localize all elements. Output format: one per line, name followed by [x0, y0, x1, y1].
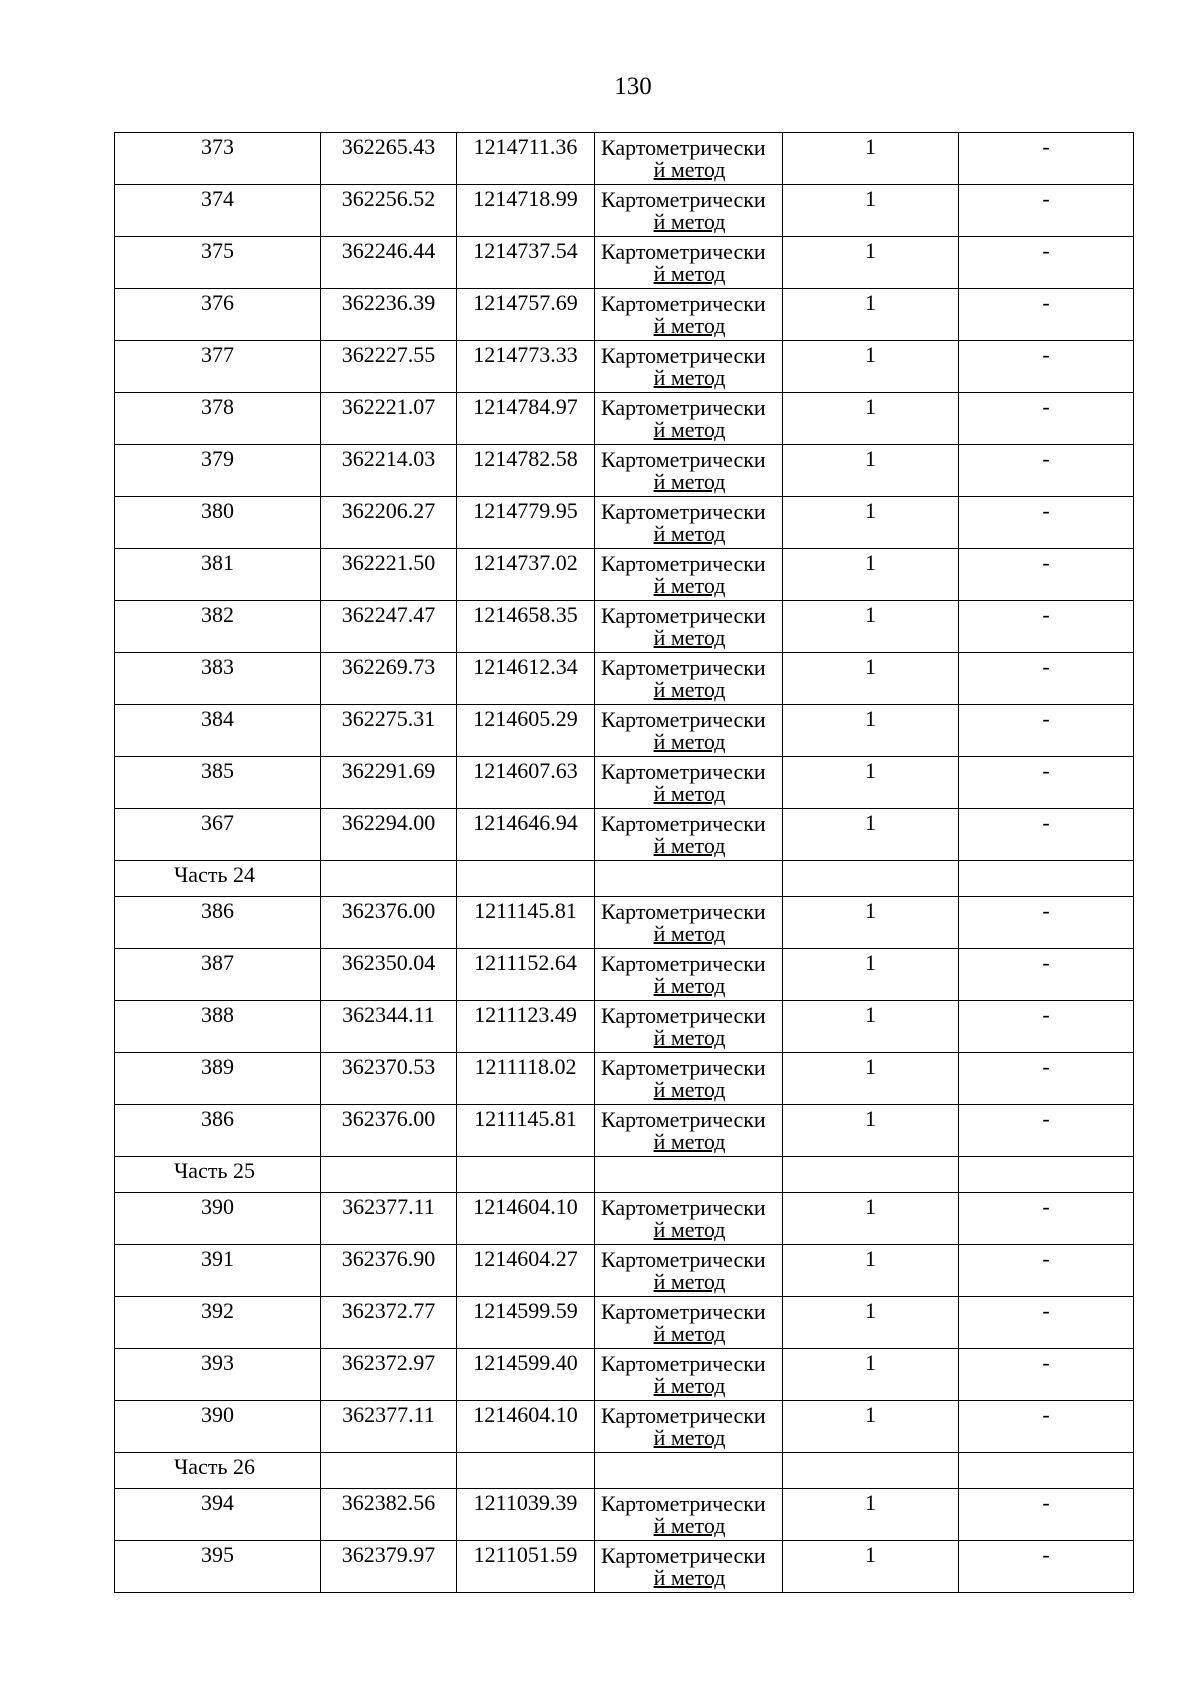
- table-row: [115, 341, 1134, 393]
- method-cell: [595, 1297, 783, 1349]
- empty-cell: [595, 1453, 783, 1489]
- accuracy-cell: 1: [783, 1245, 959, 1297]
- method-line-1: Картометрически: [601, 135, 766, 160]
- method-line-2: й метод: [653, 625, 726, 650]
- method-line-1: Картометрически: [601, 187, 766, 212]
- method-cell: [595, 705, 783, 757]
- table-row: [115, 133, 1134, 185]
- note-cell: -: [959, 1489, 1134, 1541]
- method-line-1: Картометрически: [601, 291, 766, 316]
- table-row: [115, 1489, 1134, 1541]
- y-coordinate-cell: 1214604.10: [457, 1401, 595, 1453]
- note-cell: -: [959, 393, 1134, 445]
- method-text: [595, 811, 782, 858]
- y-coordinate-cell: 1214599.59: [457, 1297, 595, 1349]
- y-coordinate-cell: 1214604.27: [457, 1245, 595, 1297]
- x-coordinate-cell: 362376.00: [321, 1105, 457, 1157]
- accuracy-cell: 1: [783, 1053, 959, 1105]
- method-text: [595, 135, 782, 182]
- point-number-cell: 387: [115, 949, 321, 1001]
- accuracy-cell: 1: [783, 601, 959, 653]
- method-line-2: й метод: [653, 781, 726, 806]
- table-row: [115, 949, 1134, 1001]
- note-cell: -: [959, 1349, 1134, 1401]
- point-number-cell: 386: [115, 1105, 321, 1157]
- method-line-2: й метод: [653, 573, 726, 598]
- accuracy-cell: 1: [783, 497, 959, 549]
- method-line-2: й метод: [653, 261, 726, 286]
- x-coordinate-cell: 362382.56: [321, 1489, 457, 1541]
- page-number: 130: [614, 73, 652, 100]
- method-cell: [595, 393, 783, 445]
- method-line-1: Картометрически: [601, 499, 766, 524]
- method-line-2: й метод: [653, 1269, 726, 1294]
- method-line-2: й метод: [653, 521, 726, 546]
- method-line-1: Картометрически: [601, 1491, 766, 1516]
- table-row: [115, 601, 1134, 653]
- method-cell: [595, 445, 783, 497]
- method-line-2: й метод: [653, 833, 726, 858]
- method-line-2: й метод: [653, 469, 726, 494]
- x-coordinate-cell: 362269.73: [321, 653, 457, 705]
- x-coordinate-cell: 362247.47: [321, 601, 457, 653]
- x-coordinate-cell: 362377.11: [321, 1193, 457, 1245]
- accuracy-cell: 1: [783, 445, 959, 497]
- point-number-cell: 394: [115, 1489, 321, 1541]
- table-row: [115, 1297, 1134, 1349]
- point-number-cell: 390: [115, 1401, 321, 1453]
- method-text: [595, 1195, 782, 1242]
- y-coordinate-cell: 1214658.35: [457, 601, 595, 653]
- method-text: [595, 1003, 782, 1050]
- x-coordinate-cell: 362214.03: [321, 445, 457, 497]
- method-line-2: й метод: [653, 921, 726, 946]
- y-coordinate-cell: 1214773.33: [457, 341, 595, 393]
- point-number-cell: 378: [115, 393, 321, 445]
- table-row: [115, 653, 1134, 705]
- point-number-cell: 395: [115, 1541, 321, 1593]
- point-number-cell: 374: [115, 185, 321, 237]
- method-line-1: Картометрически: [601, 1247, 766, 1272]
- method-line-1: Картометрически: [601, 951, 766, 976]
- y-coordinate-cell: 1211145.81: [457, 1105, 595, 1157]
- point-number-cell: 392: [115, 1297, 321, 1349]
- method-line-1: Картометрически: [601, 395, 766, 420]
- table-row: [115, 185, 1134, 237]
- x-coordinate-cell: 362291.69: [321, 757, 457, 809]
- table-row: [115, 1193, 1134, 1245]
- x-coordinate-cell: 362275.31: [321, 705, 457, 757]
- accuracy-cell: 1: [783, 757, 959, 809]
- note-cell: -: [959, 185, 1134, 237]
- method-line-1: Картометрически: [601, 655, 766, 680]
- x-coordinate-cell: 362370.53: [321, 1053, 457, 1105]
- point-number-cell: 384: [115, 705, 321, 757]
- method-line-1: Картометрически: [601, 1403, 766, 1428]
- accuracy-cell: 1: [783, 653, 959, 705]
- y-coordinate-cell: 1214784.97: [457, 393, 595, 445]
- note-cell: -: [959, 1193, 1134, 1245]
- method-cell: [595, 1489, 783, 1541]
- part-header-row: [115, 861, 1134, 897]
- y-coordinate-cell: 1211152.64: [457, 949, 595, 1001]
- method-line-2: й метод: [653, 1513, 726, 1538]
- y-coordinate-cell: 1214737.54: [457, 237, 595, 289]
- accuracy-cell: 1: [783, 1297, 959, 1349]
- accuracy-cell: 1: [783, 1401, 959, 1453]
- empty-cell: [457, 1157, 595, 1193]
- method-line-2: й метод: [653, 1129, 726, 1154]
- method-text: [595, 187, 782, 234]
- part-label: Часть 25: [115, 1157, 321, 1193]
- empty-cell: [595, 861, 783, 897]
- method-text: [595, 1055, 782, 1102]
- method-cell: [595, 1053, 783, 1105]
- method-cell: [595, 1105, 783, 1157]
- empty-cell: [959, 1453, 1134, 1489]
- method-line-1: Картометрически: [601, 447, 766, 472]
- note-cell: -: [959, 653, 1134, 705]
- method-line-2: й метод: [653, 1025, 726, 1050]
- method-text: [595, 655, 782, 702]
- x-coordinate-cell: 362377.11: [321, 1401, 457, 1453]
- table-row: [115, 809, 1134, 861]
- accuracy-cell: 1: [783, 1001, 959, 1053]
- x-coordinate-cell: 362221.50: [321, 549, 457, 601]
- x-coordinate-cell: 362206.27: [321, 497, 457, 549]
- accuracy-cell: 1: [783, 809, 959, 861]
- point-number-cell: 376: [115, 289, 321, 341]
- method-line-1: Картометрически: [601, 1299, 766, 1324]
- note-cell: -: [959, 549, 1134, 601]
- point-number-cell: 386: [115, 897, 321, 949]
- note-cell: -: [959, 1541, 1134, 1593]
- coordinates-table: [114, 132, 1134, 1593]
- method-text: [595, 899, 782, 946]
- empty-cell: [783, 1157, 959, 1193]
- y-coordinate-cell: 1214604.10: [457, 1193, 595, 1245]
- method-text: [595, 343, 782, 390]
- method-cell: [595, 809, 783, 861]
- method-line-2: й метод: [653, 729, 726, 754]
- method-cell: [595, 653, 783, 705]
- method-line-1: Картометрически: [601, 1055, 766, 1080]
- part-header-row: [115, 1157, 1134, 1193]
- note-cell: -: [959, 897, 1134, 949]
- method-cell: [595, 601, 783, 653]
- x-coordinate-cell: 362344.11: [321, 1001, 457, 1053]
- method-cell: [595, 1401, 783, 1453]
- x-coordinate-cell: 362379.97: [321, 1541, 457, 1593]
- method-line-2: й метод: [653, 1425, 726, 1450]
- point-number-cell: 373: [115, 133, 321, 185]
- y-coordinate-cell: 1214607.63: [457, 757, 595, 809]
- x-coordinate-cell: 362372.77: [321, 1297, 457, 1349]
- table-row: [115, 289, 1134, 341]
- empty-cell: [595, 1157, 783, 1193]
- empty-cell: [321, 861, 457, 897]
- x-coordinate-cell: 362376.00: [321, 897, 457, 949]
- table-row: [115, 1105, 1134, 1157]
- method-cell: [595, 497, 783, 549]
- method-text: [595, 499, 782, 546]
- part-label: Часть 24: [115, 861, 321, 897]
- accuracy-cell: 1: [783, 897, 959, 949]
- method-cell: [595, 341, 783, 393]
- note-cell: -: [959, 757, 1134, 809]
- x-coordinate-cell: 362376.90: [321, 1245, 457, 1297]
- x-coordinate-cell: 362236.39: [321, 289, 457, 341]
- method-line-2: й метод: [653, 1565, 726, 1590]
- y-coordinate-cell: 1211123.49: [457, 1001, 595, 1053]
- method-line-1: Картометрически: [601, 899, 766, 924]
- point-number-cell: 385: [115, 757, 321, 809]
- note-cell: -: [959, 1401, 1134, 1453]
- method-text: [595, 1491, 782, 1538]
- method-text: [595, 951, 782, 998]
- y-coordinate-cell: 1211051.59: [457, 1541, 595, 1593]
- y-coordinate-cell: 1211118.02: [457, 1053, 595, 1105]
- accuracy-cell: 1: [783, 1489, 959, 1541]
- accuracy-cell: 1: [783, 237, 959, 289]
- method-text: [595, 603, 782, 650]
- y-coordinate-cell: 1214605.29: [457, 705, 595, 757]
- accuracy-cell: 1: [783, 705, 959, 757]
- table-row: [115, 1001, 1134, 1053]
- part-label: Часть 26: [115, 1453, 321, 1489]
- method-line-2: й метод: [653, 313, 726, 338]
- y-coordinate-cell: 1214737.02: [457, 549, 595, 601]
- accuracy-cell: 1: [783, 549, 959, 601]
- note-cell: -: [959, 705, 1134, 757]
- note-cell: -: [959, 601, 1134, 653]
- method-cell: [595, 549, 783, 601]
- table-row: [115, 497, 1134, 549]
- accuracy-cell: 1: [783, 1541, 959, 1593]
- method-cell: [595, 1541, 783, 1593]
- table-row: [115, 757, 1134, 809]
- method-line-1: Картометрически: [601, 759, 766, 784]
- point-number-cell: 389: [115, 1053, 321, 1105]
- method-line-1: Картометрически: [601, 1003, 766, 1028]
- accuracy-cell: 1: [783, 133, 959, 185]
- method-text: [595, 1403, 782, 1450]
- x-coordinate-cell: 362294.00: [321, 809, 457, 861]
- y-coordinate-cell: 1214779.95: [457, 497, 595, 549]
- method-cell: [595, 1193, 783, 1245]
- empty-cell: [959, 1157, 1134, 1193]
- note-cell: -: [959, 1297, 1134, 1349]
- method-text: [595, 291, 782, 338]
- accuracy-cell: 1: [783, 949, 959, 1001]
- method-line-2: й метод: [653, 1217, 726, 1242]
- accuracy-cell: 1: [783, 1193, 959, 1245]
- method-text: [595, 759, 782, 806]
- method-line-1: Картометрически: [601, 811, 766, 836]
- method-line-2: й метод: [653, 209, 726, 234]
- method-line-2: й метод: [653, 973, 726, 998]
- x-coordinate-cell: 362265.43: [321, 133, 457, 185]
- note-cell: -: [959, 497, 1134, 549]
- y-coordinate-cell: 1214711.36: [457, 133, 595, 185]
- point-number-cell: 391: [115, 1245, 321, 1297]
- point-number-cell: 367: [115, 809, 321, 861]
- point-number-cell: 382: [115, 601, 321, 653]
- empty-cell: [457, 861, 595, 897]
- y-coordinate-cell: 1214646.94: [457, 809, 595, 861]
- empty-cell: [959, 861, 1134, 897]
- x-coordinate-cell: 362372.97: [321, 1349, 457, 1401]
- table-row: [115, 1053, 1134, 1105]
- method-line-1: Картометрически: [601, 603, 766, 628]
- table-row: [115, 1401, 1134, 1453]
- y-coordinate-cell: 1214718.99: [457, 185, 595, 237]
- method-cell: [595, 757, 783, 809]
- method-line-1: Картометрически: [601, 1107, 766, 1132]
- accuracy-cell: 1: [783, 1349, 959, 1401]
- method-line-1: Картометрически: [601, 707, 766, 732]
- method-cell: [595, 289, 783, 341]
- method-text: [595, 239, 782, 286]
- method-text: [595, 707, 782, 754]
- x-coordinate-cell: 362227.55: [321, 341, 457, 393]
- method-text: [595, 1247, 782, 1294]
- point-number-cell: 377: [115, 341, 321, 393]
- note-cell: -: [959, 133, 1134, 185]
- method-line-2: й метод: [653, 677, 726, 702]
- method-line-1: Картометрически: [601, 239, 766, 264]
- x-coordinate-cell: 362221.07: [321, 393, 457, 445]
- table-row: [115, 445, 1134, 497]
- method-text: [595, 1299, 782, 1346]
- method-cell: [595, 1349, 783, 1401]
- x-coordinate-cell: 362256.52: [321, 185, 457, 237]
- note-cell: -: [959, 949, 1134, 1001]
- note-cell: -: [959, 289, 1134, 341]
- method-line-1: Картометрически: [601, 343, 766, 368]
- note-cell: -: [959, 1001, 1134, 1053]
- method-cell: [595, 1245, 783, 1297]
- note-cell: -: [959, 1105, 1134, 1157]
- point-number-cell: 388: [115, 1001, 321, 1053]
- table-row: [115, 1349, 1134, 1401]
- method-line-1: Картометрически: [601, 551, 766, 576]
- method-cell: [595, 185, 783, 237]
- empty-cell: [783, 861, 959, 897]
- x-coordinate-cell: 362246.44: [321, 237, 457, 289]
- method-text: [595, 1107, 782, 1154]
- table-row: [115, 549, 1134, 601]
- table-row: [115, 1245, 1134, 1297]
- method-line-2: й метод: [653, 157, 726, 182]
- point-number-cell: 381: [115, 549, 321, 601]
- method-line-2: й метод: [653, 365, 726, 390]
- accuracy-cell: 1: [783, 341, 959, 393]
- method-text: [595, 551, 782, 598]
- table-row: [115, 237, 1134, 289]
- method-text: [595, 395, 782, 442]
- method-line-2: й метод: [653, 1373, 726, 1398]
- point-number-cell: 390: [115, 1193, 321, 1245]
- point-number-cell: 380: [115, 497, 321, 549]
- accuracy-cell: 1: [783, 185, 959, 237]
- empty-cell: [321, 1453, 457, 1489]
- method-text: [595, 1351, 782, 1398]
- note-cell: -: [959, 1245, 1134, 1297]
- y-coordinate-cell: 1214757.69: [457, 289, 595, 341]
- table-body: [115, 133, 1134, 1593]
- note-cell: -: [959, 341, 1134, 393]
- accuracy-cell: 1: [783, 289, 959, 341]
- method-line-1: Картометрически: [601, 1195, 766, 1220]
- y-coordinate-cell: 1214612.34: [457, 653, 595, 705]
- method-cell: [595, 237, 783, 289]
- empty-cell: [321, 1157, 457, 1193]
- y-coordinate-cell: 1214782.58: [457, 445, 595, 497]
- note-cell: -: [959, 445, 1134, 497]
- note-cell: -: [959, 809, 1134, 861]
- point-number-cell: 383: [115, 653, 321, 705]
- table-row: [115, 1541, 1134, 1593]
- point-number-cell: 379: [115, 445, 321, 497]
- accuracy-cell: 1: [783, 1105, 959, 1157]
- method-cell: [595, 1001, 783, 1053]
- method-cell: [595, 949, 783, 1001]
- y-coordinate-cell: 1211039.39: [457, 1489, 595, 1541]
- method-cell: [595, 897, 783, 949]
- table-row: [115, 897, 1134, 949]
- method-cell: [595, 133, 783, 185]
- method-text: [595, 1543, 782, 1590]
- y-coordinate-cell: 1214599.40: [457, 1349, 595, 1401]
- x-coordinate-cell: 362350.04: [321, 949, 457, 1001]
- point-number-cell: 375: [115, 237, 321, 289]
- table-row: [115, 393, 1134, 445]
- empty-cell: [783, 1453, 959, 1489]
- method-line-1: Картометрически: [601, 1351, 766, 1376]
- table-row: [115, 705, 1134, 757]
- note-cell: -: [959, 1053, 1134, 1105]
- part-header-row: [115, 1453, 1134, 1489]
- method-line-1: Картометрически: [601, 1543, 766, 1568]
- empty-cell: [457, 1453, 595, 1489]
- y-coordinate-cell: 1211145.81: [457, 897, 595, 949]
- accuracy-cell: 1: [783, 393, 959, 445]
- note-cell: -: [959, 237, 1134, 289]
- method-line-2: й метод: [653, 1077, 726, 1102]
- method-line-2: й метод: [653, 417, 726, 442]
- method-text: [595, 447, 782, 494]
- method-line-2: й метод: [653, 1321, 726, 1346]
- point-number-cell: 393: [115, 1349, 321, 1401]
